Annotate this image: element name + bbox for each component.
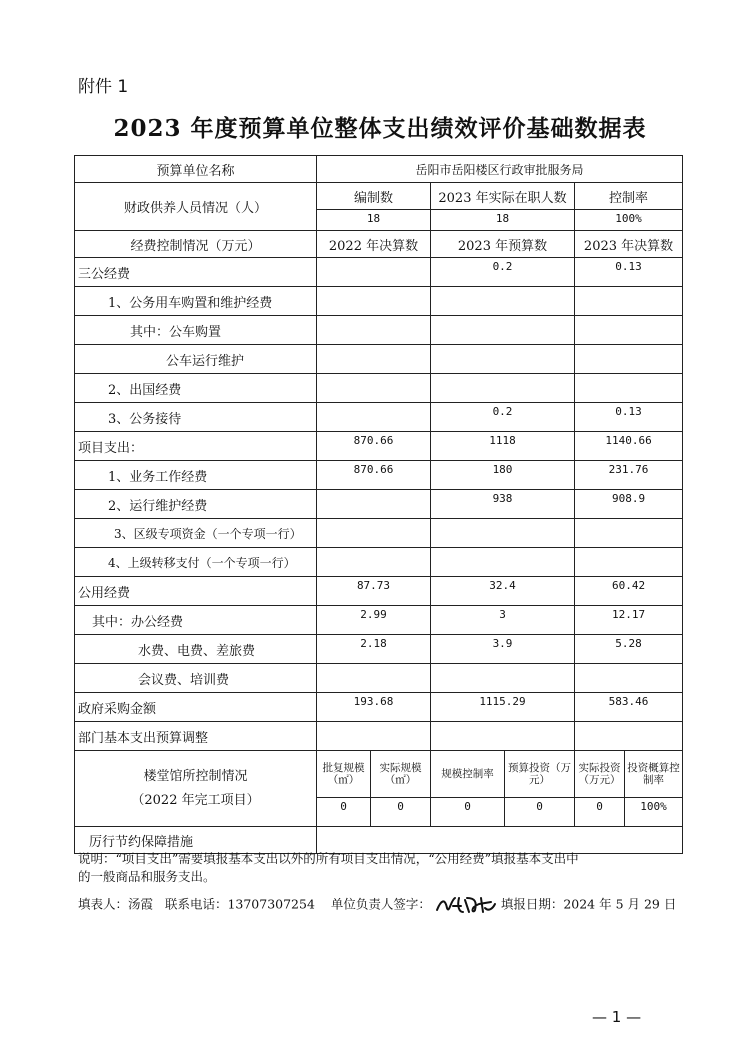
row-value: 3.9: [431, 635, 575, 664]
row-value: 870.66: [317, 432, 431, 461]
row-value: [317, 519, 431, 548]
row-value: [317, 345, 431, 374]
building-header-budget-invest: 预算投资（万元）: [505, 751, 575, 798]
fund-rows: [75, 258, 683, 751]
row-value: 938: [431, 490, 575, 519]
building-label: [75, 751, 317, 827]
row-label: 会议费、培训费: [75, 664, 317, 693]
table-row: [75, 548, 683, 577]
table-row: [75, 577, 683, 606]
staff-header-row: [75, 183, 683, 210]
row-label: 公车运行维护: [75, 345, 317, 374]
building-label-line2: （2022 年完工项目）: [131, 792, 260, 808]
row-value: [431, 664, 575, 693]
row-value: [431, 722, 575, 751]
fund-header-2023-final: 2023 年决算数: [575, 231, 683, 258]
row-label: 政府采购金额: [75, 693, 317, 722]
fund-label: 经费控制情况（万元）: [75, 231, 317, 258]
staff-value-quota: 18: [317, 210, 431, 231]
row-value: [575, 519, 683, 548]
row-value: 5.28: [575, 635, 683, 664]
row-value: 2.99: [317, 606, 431, 635]
row-value: 0.13: [575, 403, 683, 432]
row-label: 3、区级专项资金（一个专项一行）: [75, 519, 317, 548]
unit-row: [75, 156, 683, 183]
row-value: [575, 287, 683, 316]
row-label: 三公经费: [75, 258, 317, 287]
row-value: [431, 316, 575, 345]
row-label: 3、公务接待: [75, 403, 317, 432]
attachment-label: 附件 1: [78, 77, 129, 97]
building-header-actual-invest: 实际投资（万元）: [575, 751, 625, 798]
row-label: 1、公务用车购置和维护经费: [75, 287, 317, 316]
row-value: 1140.66: [575, 432, 683, 461]
row-label: 其中：公车购置: [75, 316, 317, 345]
building-value-approved: 0: [317, 798, 371, 827]
row-value: 60.42: [575, 577, 683, 606]
fill-date: 填报日期：2024 年 5 月 29 日: [500, 896, 677, 912]
row-value: 0.2: [431, 403, 575, 432]
row-value: [575, 345, 683, 374]
row-label: 项目支出：: [75, 432, 317, 461]
row-value: [575, 316, 683, 345]
table-row: [75, 258, 683, 287]
row-label: 4、上级转移支付（一个专项一行）: [75, 548, 317, 577]
row-value: 87.73: [317, 577, 431, 606]
row-value: [317, 287, 431, 316]
table-row: [75, 316, 683, 345]
row-value: [317, 548, 431, 577]
row-label: 2、出国经费: [75, 374, 317, 403]
row-label: 水费、电费、差旅费: [75, 635, 317, 664]
building-label-line1: 楼堂馆所控制情况: [143, 768, 248, 784]
row-value: 193.68: [317, 693, 431, 722]
row-value: [317, 664, 431, 693]
row-value: [575, 548, 683, 577]
row-value: 1118: [431, 432, 575, 461]
row-value: [317, 374, 431, 403]
row-value: [317, 403, 431, 432]
row-value: [317, 316, 431, 345]
table-row: [75, 287, 683, 316]
table-row: [75, 519, 683, 548]
row-value: 0.2: [431, 258, 575, 287]
fund-header-2023-budget: 2023 年预算数: [431, 231, 575, 258]
unit-name: 岳阳市岳阳楼区行政审批服务局: [317, 156, 683, 183]
row-value: [317, 258, 431, 287]
row-label: 1、业务工作经费: [75, 461, 317, 490]
building-value-budget-invest: 0: [505, 798, 575, 827]
table-row: [75, 432, 683, 461]
signer-label: 单位负责人签字：: [330, 896, 431, 912]
staff-header-quota: 编制数: [317, 183, 431, 210]
footnote: [78, 850, 678, 886]
row-value: [431, 519, 575, 548]
row-value: 3: [431, 606, 575, 635]
row-label: 公用经费: [75, 577, 317, 606]
row-value: 231.76: [575, 461, 683, 490]
table-row: [75, 635, 683, 664]
staff-value-rate: 100%: [575, 210, 683, 231]
fund-header-2022: 2022 年决算数: [317, 231, 431, 258]
staff-header-actual: 2023 年实际在职人数: [431, 183, 575, 210]
table-row: [75, 374, 683, 403]
handwritten-signature: [435, 894, 497, 916]
austerity-label: 厉行节约保障措施: [75, 827, 317, 854]
row-value: [431, 374, 575, 403]
fund-header-row: [75, 231, 683, 258]
building-header-row: [75, 751, 683, 798]
table-row: [75, 722, 683, 751]
row-value: 180: [431, 461, 575, 490]
row-label: 其中：办公经费: [75, 606, 317, 635]
row-value: [317, 490, 431, 519]
row-value: [431, 548, 575, 577]
footnote-line2: 的一般商品和服务支出。: [78, 869, 216, 884]
table-row: [75, 664, 683, 693]
filler-phone: 联系电话：13707307254: [164, 896, 315, 912]
row-value: 583.46: [575, 693, 683, 722]
footnote-line1: 说明：“项目支出”需要填报基本支出以外的所有项目支出情况，“公用经费”填报基本支出中: [78, 851, 579, 866]
row-value: [431, 345, 575, 374]
building-value-actual: 0: [371, 798, 431, 827]
building-value-scale-rate: 0: [431, 798, 505, 827]
row-value: [575, 664, 683, 693]
row-value: 908.9: [575, 490, 683, 519]
filler-line: [78, 894, 676, 916]
table-row: [75, 345, 683, 374]
table-row: [75, 403, 683, 432]
building-header-approved: 批复规模（㎡）: [317, 751, 371, 798]
table-row: [75, 490, 683, 519]
row-value: [317, 722, 431, 751]
building-header-scale-rate: 规模控制率: [431, 751, 505, 798]
page-title: 2023 年度预算单位整体支出绩效评价基础数据表: [113, 115, 647, 142]
row-value: 32.4: [431, 577, 575, 606]
staff-label: 财政供养人员情况（人）: [75, 183, 317, 231]
row-value: 12.17: [575, 606, 683, 635]
row-value: [431, 287, 575, 316]
table-row: [75, 606, 683, 635]
staff-header-rate: 控制率: [575, 183, 683, 210]
filler-name: 填表人：汤霞: [78, 896, 154, 912]
unit-label: 预算单位名称: [75, 156, 317, 183]
building-header-invest-rate: 投资概算控制率: [625, 751, 683, 798]
row-value: [575, 374, 683, 403]
building-value-invest-rate: 100%: [625, 798, 683, 827]
building-value-actual-invest: 0: [575, 798, 625, 827]
table-row: [75, 461, 683, 490]
row-label: 部门基本支出预算调整: [75, 722, 317, 751]
building-header-actual: 实际规模（㎡）: [371, 751, 431, 798]
page-number: — 1 —: [592, 1008, 642, 1026]
budget-data-table: [74, 155, 683, 854]
table-row: [75, 693, 683, 722]
row-value: [575, 722, 683, 751]
row-value: 1115.29: [431, 693, 575, 722]
row-value: 2.18: [317, 635, 431, 664]
row-value: 0.13: [575, 258, 683, 287]
row-value: 870.66: [317, 461, 431, 490]
staff-value-actual: 18: [431, 210, 575, 231]
row-label: 2、运行维护经费: [75, 490, 317, 519]
